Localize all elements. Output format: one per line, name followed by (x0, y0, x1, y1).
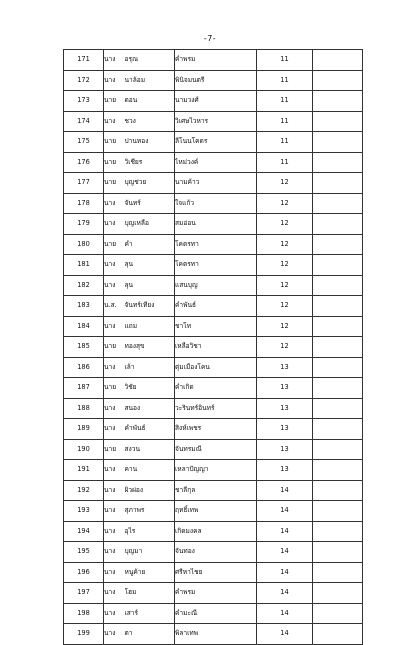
last-name-cell: พินิจมนตรี (175, 70, 257, 91)
title-cell: นาง (104, 583, 125, 604)
group-cell: 14 (257, 603, 313, 624)
table-row (64, 337, 363, 358)
last-name-cell: จันทอง (175, 542, 257, 563)
title-cell: นาย (104, 173, 125, 194)
title-cell: นาง (104, 501, 125, 522)
first-name-cell: คำพันธ์ (125, 419, 175, 440)
last-name-cell: เหลาปัญญา (175, 460, 257, 481)
last-name-cell: โคตรทา (175, 234, 257, 255)
row-number-cell: 174 (64, 111, 104, 132)
last-name-cell: นามค้าว (175, 173, 257, 194)
blank-cell (313, 234, 363, 255)
name-list-table (63, 49, 363, 645)
last-name-cell: จันทรมณี (175, 439, 257, 460)
last-name-cell: ศรีหาไชย (175, 562, 257, 583)
last-name-cell: เกิดมงคล (175, 521, 257, 542)
group-cell: 14 (257, 480, 313, 501)
row-number-cell: 183 (64, 296, 104, 317)
group-cell: 11 (257, 132, 313, 153)
title-cell: นาง (104, 624, 125, 645)
first-name-cell: ตา (125, 624, 175, 645)
table-row (64, 316, 363, 337)
blank-cell (313, 542, 363, 563)
group-cell: 13 (257, 460, 313, 481)
blank-cell (313, 193, 363, 214)
table-row (64, 439, 363, 460)
blank-cell (313, 357, 363, 378)
blank-cell (313, 152, 363, 173)
table-row (64, 152, 363, 173)
first-name-cell: เสาร์ (125, 603, 175, 624)
row-number-cell: 194 (64, 521, 104, 542)
last-name-cell: เหลือวิชา (175, 337, 257, 358)
first-name-cell: บุญเหลือ (125, 214, 175, 235)
group-cell: 12 (257, 337, 313, 358)
group-cell: 14 (257, 542, 313, 563)
last-name-cell: ไหม่วงค์ (175, 152, 257, 173)
group-cell: 12 (257, 193, 313, 214)
title-cell: นาง (104, 316, 125, 337)
group-cell: 11 (257, 111, 313, 132)
group-cell: 12 (257, 234, 313, 255)
group-cell: 14 (257, 583, 313, 604)
first-name-cell: ทองสุข (125, 337, 175, 358)
last-name-cell: ชาลีกุล (175, 480, 257, 501)
title-cell: นาง (104, 357, 125, 378)
first-name-cell: หนูค้าย (125, 562, 175, 583)
row-number-cell: 185 (64, 337, 104, 358)
row-number-cell: 172 (64, 70, 104, 91)
table-row (64, 521, 363, 542)
first-name-cell: สุภาพร (125, 501, 175, 522)
first-name-cell: คำ (125, 234, 175, 255)
row-number-cell: 177 (64, 173, 104, 194)
blank-cell (313, 624, 363, 645)
table-row (64, 562, 363, 583)
blank-cell (313, 70, 363, 91)
row-number-cell: 175 (64, 132, 104, 153)
blank-cell (313, 521, 363, 542)
last-name-cell: คำพรม (175, 50, 257, 71)
group-cell: 14 (257, 624, 313, 645)
last-name-cell: สมอ่อน (175, 214, 257, 235)
last-name-cell: ฤทธิ์เทพ (175, 501, 257, 522)
title-cell: นาย (104, 91, 125, 112)
title-cell: นาง (104, 275, 125, 296)
row-number-cell: 193 (64, 501, 104, 522)
group-cell: 13 (257, 398, 313, 419)
table-row (64, 398, 363, 419)
row-number-cell: 187 (64, 378, 104, 399)
first-name-cell: อุไร (125, 521, 175, 542)
table-row (64, 132, 363, 153)
title-cell: นาง (104, 419, 125, 440)
first-name-cell: สงวน (125, 439, 175, 460)
first-name-cell: ลุน (125, 275, 175, 296)
title-cell: นาง (104, 562, 125, 583)
row-number-cell: 196 (64, 562, 104, 583)
row-number-cell: 180 (64, 234, 104, 255)
row-number-cell: 179 (64, 214, 104, 235)
title-cell: นาง (104, 50, 125, 71)
table-row (64, 214, 363, 235)
group-cell: 11 (257, 50, 313, 71)
blank-cell (313, 439, 363, 460)
group-cell: 13 (257, 439, 313, 460)
first-name-cell: นาล้อม (125, 70, 175, 91)
blank-cell (313, 480, 363, 501)
first-name-cell: ปานทอง (125, 132, 175, 153)
table-row (64, 111, 363, 132)
group-cell: 14 (257, 501, 313, 522)
table-row (64, 378, 363, 399)
first-name-cell: โฮม (125, 583, 175, 604)
row-number-cell: 188 (64, 398, 104, 419)
group-cell: 12 (257, 173, 313, 194)
last-name-cell: คำมะณี (175, 603, 257, 624)
blank-cell (313, 132, 363, 153)
blank-cell (313, 255, 363, 276)
table-row (64, 460, 363, 481)
title-cell: นาง (104, 214, 125, 235)
last-name-cell: วิเศษไวหาร (175, 111, 257, 132)
title-cell: นาง (104, 542, 125, 563)
blank-cell (313, 501, 363, 522)
blank-cell (313, 91, 363, 112)
last-name-cell: คำพรม (175, 583, 257, 604)
first-name-cell: ลุน (125, 255, 175, 276)
group-cell: 12 (257, 275, 313, 296)
table-row (64, 603, 363, 624)
first-name-cell: จันทร์ (125, 193, 175, 214)
last-name-cell: แสนบุญ (175, 275, 257, 296)
first-name-cell: วิชัย (125, 378, 175, 399)
row-number-cell: 192 (64, 480, 104, 501)
group-cell: 12 (257, 255, 313, 276)
blank-cell (313, 50, 363, 71)
title-cell: นาย (104, 378, 125, 399)
blank-cell (313, 111, 363, 132)
last-name-cell: คำพันธ์ (175, 296, 257, 317)
title-cell: นาย (104, 234, 125, 255)
table-row (64, 70, 363, 91)
row-number-cell: 191 (64, 460, 104, 481)
title-cell: นาย (104, 337, 125, 358)
table-row (64, 501, 363, 522)
table-row (64, 50, 363, 71)
table-row (64, 542, 363, 563)
table-body (64, 50, 363, 645)
blank-cell (313, 378, 363, 399)
last-name-cell: ใจแก้ว (175, 193, 257, 214)
row-number-cell: 178 (64, 193, 104, 214)
first-name-cell: บุญมา (125, 542, 175, 563)
row-number-cell: 189 (64, 419, 104, 440)
row-number-cell: 184 (64, 316, 104, 337)
group-cell: 13 (257, 419, 313, 440)
first-name-cell: แถม (125, 316, 175, 337)
row-number-cell: 182 (64, 275, 104, 296)
first-name-cell: ชวง (125, 111, 175, 132)
group-cell: 11 (257, 152, 313, 173)
title-cell: นาง (104, 480, 125, 501)
row-number-cell: 198 (64, 603, 104, 624)
table-row (64, 234, 363, 255)
first-name-cell: บุญช่วย (125, 173, 175, 194)
table-row (64, 296, 363, 317)
row-number-cell: 197 (64, 583, 104, 604)
last-name-cell: คำเกิด (175, 378, 257, 399)
row-number-cell: 171 (64, 50, 104, 71)
last-name-cell: โคตรทา (175, 255, 257, 276)
table-row (64, 255, 363, 276)
table-row (64, 275, 363, 296)
first-name-cell: เล้า (125, 357, 175, 378)
table-row (64, 624, 363, 645)
blank-cell (313, 398, 363, 419)
row-number-cell: 176 (64, 152, 104, 173)
table-row (64, 419, 363, 440)
group-cell: 11 (257, 70, 313, 91)
group-cell: 11 (257, 91, 313, 112)
blank-cell (313, 173, 363, 194)
title-cell: นาย (104, 132, 125, 153)
table-row (64, 193, 363, 214)
last-name-cell: พิลาเทพ (175, 624, 257, 645)
title-cell: น.ส. (104, 296, 125, 317)
blank-cell (313, 275, 363, 296)
title-cell: นาง (104, 521, 125, 542)
title-cell: นาง (104, 193, 125, 214)
first-name-cell: สนอง (125, 398, 175, 419)
last-name-cell: สิงห์เพชร (175, 419, 257, 440)
first-name-cell: คาน (125, 460, 175, 481)
last-name-cell: ตุ่มเมืองโคน (175, 357, 257, 378)
last-name-cell: นามวงศ์ (175, 91, 257, 112)
blank-cell (313, 603, 363, 624)
row-number-cell: 181 (64, 255, 104, 276)
last-name-cell: ชาโท (175, 316, 257, 337)
first-name-cell: จันทร์เทียง (125, 296, 175, 317)
title-cell: นาง (104, 111, 125, 132)
first-name-cell: วิเชียร (125, 152, 175, 173)
first-name-cell: อรุณ (125, 50, 175, 71)
group-cell: 13 (257, 357, 313, 378)
table-row (64, 91, 363, 112)
blank-cell (313, 419, 363, 440)
blank-cell (313, 316, 363, 337)
group-cell: 14 (257, 521, 313, 542)
group-cell: 12 (257, 296, 313, 317)
last-name-cell: วะรินทร์อินทร์ (175, 398, 257, 419)
group-cell: 14 (257, 562, 313, 583)
blank-cell (313, 296, 363, 317)
title-cell: นาย (104, 152, 125, 173)
first-name-cell: ผิวผ่อง (125, 480, 175, 501)
title-cell: นาง (104, 460, 125, 481)
table-row (64, 173, 363, 194)
table-row (64, 480, 363, 501)
title-cell: นาง (104, 603, 125, 624)
table-row (64, 357, 363, 378)
blank-cell (313, 214, 363, 235)
row-number-cell: 199 (64, 624, 104, 645)
group-cell: 12 (257, 214, 313, 235)
group-cell: 12 (257, 316, 313, 337)
blank-cell (313, 562, 363, 583)
title-cell: นาง (104, 255, 125, 276)
first-name-cell: ดอน (125, 91, 175, 112)
page-number: -7- (203, 34, 217, 43)
row-number-cell: 186 (64, 357, 104, 378)
blank-cell (313, 460, 363, 481)
title-cell: นาย (104, 439, 125, 460)
blank-cell (313, 337, 363, 358)
group-cell: 13 (257, 378, 313, 399)
row-number-cell: 173 (64, 91, 104, 112)
last-name-cell: ลีโนนโคตร (175, 132, 257, 153)
row-number-cell: 190 (64, 439, 104, 460)
title-cell: นาง (104, 70, 125, 91)
row-number-cell: 195 (64, 542, 104, 563)
title-cell: นาง (104, 398, 125, 419)
